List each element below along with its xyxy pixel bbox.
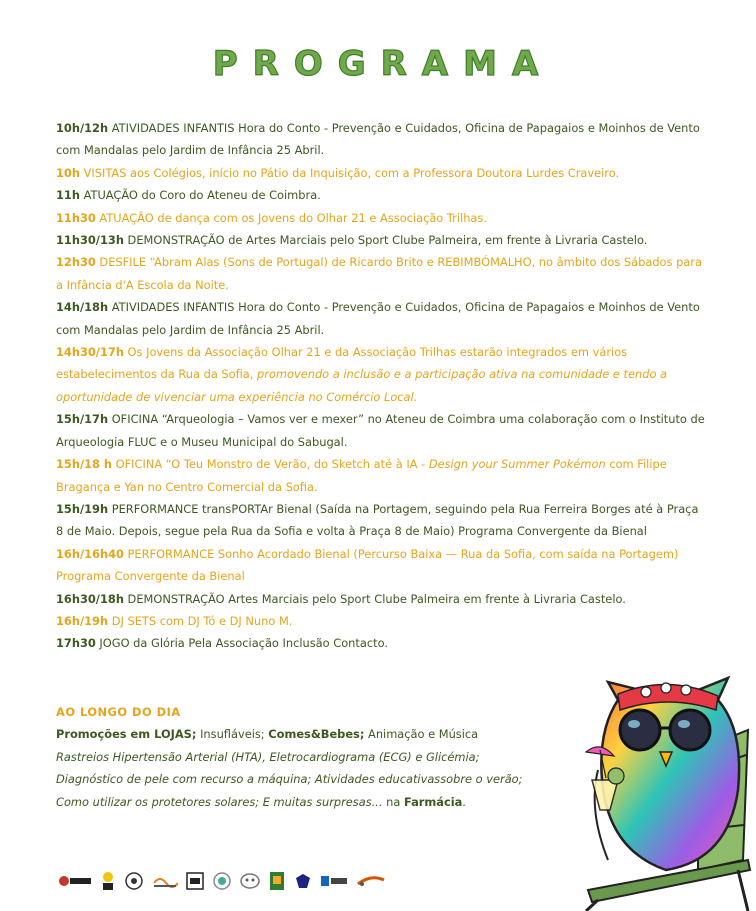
sponsor-logo-icon xyxy=(356,874,386,888)
schedule-time: 14h30/17h xyxy=(56,345,124,360)
schedule-description: ATUAÇÃO do Coro do Ateneu de Coimbra. xyxy=(79,188,321,203)
schedule-time: 12h30 xyxy=(56,255,96,270)
schedule-entry xyxy=(56,632,708,654)
all-day-line-1 xyxy=(56,723,576,745)
schedule-description: JOGO da Glória Pela Associação Inclusão Contacto. xyxy=(95,636,388,651)
schedule-entry xyxy=(56,251,708,296)
schedule-entry xyxy=(56,117,708,162)
schedule-description: DEMONSTRAÇÃO de Artes Marciais pelo Sport Clube Palmeira, em frente à Livraria Castelo. xyxy=(123,233,648,248)
schedule-description: promovendo a inclusão e a participação ativa na comunidade e tendo a oportunidade de vivenciar uma experiência no Comércio Local. xyxy=(56,367,668,404)
sponsor-logo-icon xyxy=(186,872,204,890)
schedule-description: OFICINA “O Teu Monstro de Verão, do Sketch até à IA - xyxy=(112,457,429,472)
schedule-time: 10h/12h xyxy=(56,121,109,135)
schedule-time: 15h/19h xyxy=(56,501,109,516)
schedule-entry xyxy=(56,207,708,229)
schedule-entry xyxy=(56,408,708,453)
schedule-entry xyxy=(56,453,708,498)
schedule-time: 11h30/13h xyxy=(56,233,124,248)
schedule-entry xyxy=(56,296,708,341)
all-day-item: Animação e Música xyxy=(364,727,479,742)
owl-illustration-icon xyxy=(578,660,756,911)
schedule-time: 17h30 xyxy=(56,636,96,651)
schedule-description: Os Jovens da Associação Olhar 21 e da Associação Trilhas estarão integrados em vários estabelecimentos da Rua da Sofia, xyxy=(56,345,628,382)
schedule-description: PERFORMANCE transPORTAr Bienal (Saída na Portagem, seguindo pela Rua Ferreira Borges até à Praça 8 de Maio. Depois, segue pela Rua da Sofia e volta à Praça 8 de Maio) Programa Convergente da Bienal xyxy=(56,501,699,539)
schedule-description: DESFILE “Abram Alas (Sons de Portugal) de Ricardo Brito e REBIMBÓMALHO, no âmbito dos Sábados para a Infância d'A Escola da Noite. xyxy=(56,255,702,292)
all-day-section xyxy=(56,701,576,813)
schedule-entry xyxy=(56,543,708,588)
schedule-time: 16h/19h xyxy=(56,613,109,628)
schedule-description: DJ SETS com DJ Tó e DJ Nuno M. xyxy=(108,613,293,628)
sponsor-logo-icon xyxy=(58,874,92,888)
schedule-time: 11h xyxy=(56,188,80,203)
sponsor-logo-icon xyxy=(212,871,232,891)
schedule-description: DEMONSTRAÇÃO Artes Marciais pelo Sport Clube Palmeira em frente à Livraria Castelo. xyxy=(123,591,626,606)
all-day-item: Promoções em LOJAS; xyxy=(56,727,197,742)
sponsor-logo-icon xyxy=(100,870,116,892)
schedule-description: Design your Summer Pokémon xyxy=(428,457,606,472)
schedule-description: ATIVIDADES INFANTIS Hora do Conto - Prevenção e Cuidados, Oficina de Papagaios e Moinhos de Vento com Mandalas pelo Jardim de Infância 25 Abril. xyxy=(56,121,700,158)
all-day-item: Comes&Bebes; xyxy=(268,727,365,742)
all-day-line-3: Diagnóstico de pele com recurso a máquina; Atividades educativassobre o verão; xyxy=(56,772,523,787)
sponsor-logo-icon xyxy=(320,873,348,889)
schedule-description: com Filipe Bragança e Yan no Centro Comercial da Sofia. xyxy=(56,457,667,494)
all-day-line-2: Rastreios Hipertensão Arterial (HTA), Eletrocardiograma (ECG) e Glicémia; xyxy=(56,749,480,764)
schedule-time: 11h30 xyxy=(56,210,96,225)
all-day-heading: AO LONGO DO DIA xyxy=(56,705,181,719)
schedule-time: 16h/16h40 xyxy=(56,546,124,561)
schedule-list xyxy=(56,117,708,655)
schedule-description: VISITAS aos Colégios, início no Pátio da Inquisição, com a Professora Doutora Lurdes Craveiro. xyxy=(79,165,620,180)
sponsor-logo-icon xyxy=(294,872,312,890)
schedule-entry xyxy=(56,588,708,610)
schedule-description: ATIVIDADES INFANTIS Hora do Conto - Prevenção e Cuidados, Oficina de Papagaios e Moinhos de Vento com Mandalas pelo Jardim de Infância 25 Abril. xyxy=(56,300,700,337)
schedule-description: PERFORMANCE Sonho Acordado Bienal (Percurso Baixa — Rua da Sofia, com saída na Portagem) Programa Convergente da Bienal xyxy=(56,546,679,584)
all-day-line-4-italic: Como utilizar os protetores solares; E muitas surpresas... xyxy=(56,794,383,809)
schedule-time: 15h/18 h xyxy=(56,457,113,472)
sponsor-logo-icon xyxy=(152,873,178,889)
schedule-description: OFICINA “Arqueologia – Vamos ver e mexer” no Ateneu de Coimbra uma colaboração com o Instituto de Arqueologia FLUC e o Museu Municipal do Sabugal. xyxy=(56,412,705,449)
sponsor-logo-icon xyxy=(268,870,286,892)
sponsor-logo-icon xyxy=(124,870,144,892)
schedule-entry xyxy=(56,610,708,632)
schedule-description: ATUAÇÃO de dança com os Jovens do Olhar 21 e Associação Trilhas. xyxy=(95,210,487,225)
schedule-time: 14h/18h xyxy=(56,300,109,315)
schedule-entry xyxy=(56,184,708,206)
schedule-entry xyxy=(56,229,708,251)
pharmacy-label: Farmácia xyxy=(403,794,463,809)
schedule-entry xyxy=(56,341,708,408)
all-day-line-4-end: . xyxy=(462,794,466,809)
schedule-time: 10h xyxy=(56,165,80,180)
sponsor-logos xyxy=(58,868,386,894)
schedule-time: 16h30/18h xyxy=(56,591,124,606)
all-day-line-4-tail: na xyxy=(382,794,404,809)
schedule-entry xyxy=(56,498,708,543)
page-title: PROGRAMA xyxy=(212,44,554,84)
sponsor-logo-icon xyxy=(240,872,260,890)
all-day-line-4 xyxy=(56,791,576,813)
schedule-time: 15h/17h xyxy=(56,412,109,427)
schedule-entry xyxy=(56,162,708,184)
all-day-item: Insufláveis; xyxy=(196,727,269,742)
